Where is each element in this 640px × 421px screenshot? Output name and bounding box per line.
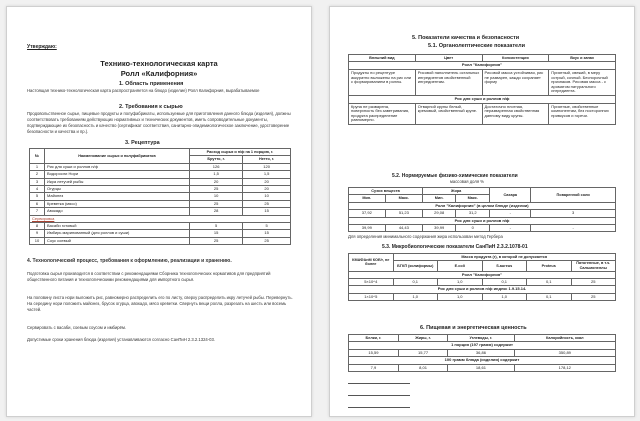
table-row: 4 Огурцы 25 20 (30, 186, 291, 193)
table-row: 8 Васаби готовый 5 5 (30, 223, 291, 230)
organo-header-appearance: Внешний вид (349, 55, 416, 62)
phys-title-rice: Рис для суши и роллов п/ф (349, 217, 616, 224)
organo-header-consistency: Консистенция (482, 55, 549, 62)
energy-table: Белки, г. Жиры, г. Углеводы, г. Калорийность, ккал 1 порция (197 грамм) содержит 15,59 15,77 36,86 350,89 100 грамм блюда (изделия) содержит 7,9 8,01 18,61 178,12 (348, 334, 616, 372)
physchem-note: Для определения минимального содержания жира использован метод Гербера (348, 234, 503, 239)
section-5-2-heading: 5.2. Нормируемые физико-химические показатели (392, 173, 518, 179)
table-row: Крупа не разварена, поверхность без заветривания, продукта распределение равномерно. Отварной крупы белый, кремовый, свойственный крупе. Достаточно плотная, неразваренная свойственная данному виду крупы. Приятные, свойственные компонентам, без посторонних привкусов и горечи. (349, 103, 616, 124)
section-4-paragraph-1: Подготовка сырья производится в соответствии с рекомендациями Сборника технологических нормативов для предприятий общественного питания и технологическими рекомендациями для импортного сырья. (27, 271, 271, 282)
section-5-heading: 5. Показатели качества и безопасности (412, 35, 520, 41)
section-2-text: Продовольственное сырье, пищевые продукты и полуфабрикаты, используемые для приготовления данного блюда (изделия), должны соответствовать требованиям действующих нормативных и технических документов, иметь сопроводительные документы, подтверждающие их безопасность и качество (сертификат соответствия, санитарно-эпидемиологическое заключение, удостоверение безопасности и качества и пр.). (27, 111, 291, 134)
organo-title-rice: Рис для суши и роллов п/ф (349, 95, 616, 103)
section-4-paragraph-3: Сервировать с васаби, соевым соусом и имбирём. (27, 325, 126, 330)
section-5-1-heading: 5.1. Органолептические показатели (428, 43, 525, 49)
phys-header-salt: Поваренной соли (531, 188, 616, 203)
approval-label: Утверждаю: (27, 44, 57, 50)
table-row: 1×10^5 1,0 1,0 1,0 0,1 25 (349, 293, 616, 300)
section-1-heading: 1. Область применения (119, 81, 184, 87)
table-row: 5×10^4 0,1 1,0 0,1 0,1 25 (349, 279, 616, 286)
document-page-left (6, 6, 312, 417)
phys-title-roll: Ролл "Калифорния" (в целом блюде (изделии) (349, 202, 616, 209)
serving-label: Сервировка (30, 215, 291, 222)
signature-line (348, 407, 410, 408)
section-4-paragraph-4: Допустимые сроки хранения блюда (изделия) устанавливаются согласно СанПиН 2.3.2.1324-03. (27, 337, 215, 342)
document-page-right (329, 6, 635, 417)
micro-header-kmafam: КМАФАнМ КОЕ/г, не более (349, 254, 394, 272)
table-row: 5 Майонез 10 10 (30, 193, 291, 200)
microbiology-table: КМАФАнМ КОЕ/г, не более Масса продукта (г), в которой не допускается БГКП (колиформы) E.coli S.aureus Proteus Патогенные, в т.ч. Сальмонеллы Ролл "Калифорния" 5×10^4 0,1 1,0 0,1 0,1 25 Рис для суши и роллов п/ф индекс 1.9.15.14. 1×10^5 1,0 1,0 1,0 0,1 25 (348, 253, 616, 301)
organo-title-roll: Ролл "Калифорния" (349, 62, 616, 70)
doc-subtitle: Ролл «Калифорния» (120, 69, 198, 78)
recipe-header-name: Наименование сырья и полуфабрикатов (45, 149, 190, 164)
phys-header-sugar: Сахара (490, 188, 531, 203)
section-3-heading: 3. Рецептура (125, 140, 160, 146)
organoleptic-table (348, 54, 616, 125)
recipe-header-brutto: Брутто, г. (190, 156, 243, 163)
signature-line (348, 395, 410, 396)
table-row: 7,9 8,01 18,61 178,12 (349, 364, 616, 371)
micro-header-group: Масса продукта (г), в которой не допускается (393, 254, 616, 261)
section-4-heading: 4. Технологический процесс, требования к оформлению, реализации и хранению. (27, 258, 232, 264)
section-1-text: Настоящая технико-технологическая карта распространяется на блюдо (изделие) Ролл Калифорния, вырабатываемое (27, 88, 260, 93)
signature-line (348, 383, 410, 384)
doc-title: Технико-технологическая карта (100, 59, 218, 68)
table-row: 9 Имбирь маринованный (для роллов и суши) 15 15 (30, 230, 291, 237)
table-row: 15,59 15,77 36,86 350,89 (349, 349, 616, 356)
section-5-2-subheading: массовая доля % (450, 179, 484, 184)
recipe-header-group: Расход сырья и п/ф на 1 порцию, г. (190, 149, 291, 156)
micro-title-rice: Рис для суши и роллов п/ф индекс 1.9.15.14. (349, 286, 616, 293)
table-row (30, 215, 291, 222)
table-row: 1 Рис для суши и роллов п/ф 126 120 (30, 163, 291, 170)
recipe-table (29, 148, 291, 245)
table-row: 6 Креветка (мясо) 25 25 (30, 200, 291, 207)
phys-header-solids: Сухих веществ (349, 188, 423, 195)
recipe-header-num: № (30, 149, 45, 164)
organo-header-taste: Вкус и запах (549, 55, 616, 62)
phys-header-fat: Жира (423, 188, 490, 195)
section-4-paragraph-2: На половину листа нори выложить рис, равномерно распределить его по листу, сверху распределить икру летучей рыбы. Перевернуть. На середину нори положить майонез, брусок огурца, авокадо, мясо креветки. Свернуть вещи ролла, разрезать на шесть или восемь частей. (27, 295, 293, 312)
table-row: 2 Водоросли Нори 1,5 1,5 (30, 171, 291, 178)
physchem-table: Сухих веществ Жира Сахара Поваренной соли Мин. Макс. Мин. Макс. Ролл "Калифорния" (в целом блюде (изделии) 37,92 51,23 29,08 31,2 - 3 Рис для суши и роллов п/ф 39,99 44,43 39,99 0 - - (348, 187, 616, 232)
energy-title-100g: 100 грамм блюда (изделия) содержит (349, 357, 616, 364)
section-2-heading: 2. Требования к сырью (119, 104, 183, 110)
table-row: 10 Соус соевый 25 25 (30, 237, 291, 244)
table-row: 39,99 44,43 39,99 0 - - (349, 225, 616, 232)
energy-title-portion: 1 порция (197 грамм) содержит (349, 342, 616, 349)
table-row: 3 Икра летучей рыбы 20 20 (30, 178, 291, 185)
section-6-heading: 6. Пищевая и энергетическая ценность (420, 325, 527, 331)
table-row: Продукты по рецептуре аккуратно выложены на рис или с формированием в роллы. Рисовой наполнитель остальных ингредиентов свойственный ингредиентам. Рисовой масса устойчивая, рис не разварен, каждо сохраняет форму Приятный, свежий, в меру острый, сочный. Беспорочный признаков. Рисовая масса - с ароматом натурального ингредиента. (349, 70, 616, 96)
micro-title-roll: Ролл "Калифорния" (349, 271, 616, 278)
table-row: 7 Авокадо 28 15 (30, 208, 291, 215)
recipe-header-netto: Нетто, г. (243, 156, 291, 163)
section-5-3-heading: 5.3. Микробиологические показатели СанПиН 2.3.2.1078-01 (382, 244, 528, 250)
table-row: 37,92 51,23 29,08 31,2 - 3 (349, 210, 616, 217)
organo-header-color: Цвет (415, 55, 482, 62)
